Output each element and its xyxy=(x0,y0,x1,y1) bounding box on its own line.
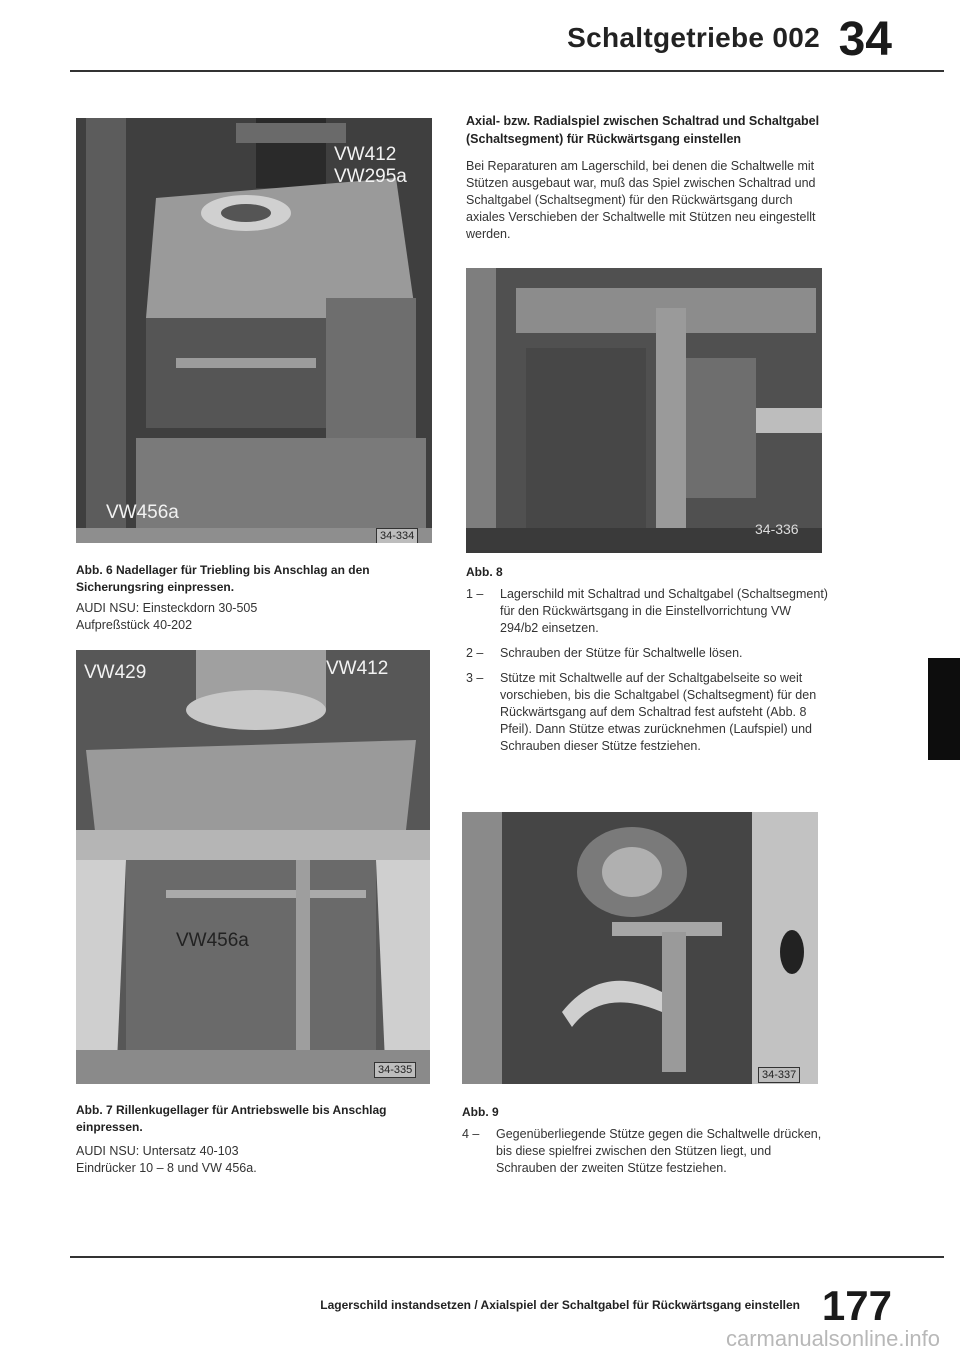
footer-text: Lagerschild instandsetzen / Axialspiel der Schaltgabel für Rückwärtsgang einstellen xyxy=(320,1298,800,1312)
page-title: Schaltgetriebe 002 xyxy=(567,22,820,53)
step-3-number: 3 – xyxy=(466,671,484,685)
figure-7-tool-2: Eindrücker 10 – 8 und VW 456a. xyxy=(76,1161,257,1175)
figure-7-label-2: VW412 xyxy=(326,658,389,679)
figure-6-code: 34-334 xyxy=(376,528,418,543)
step-1-number: 1 – xyxy=(466,587,484,601)
figure-7-photo xyxy=(76,650,430,1084)
page-number: 177 xyxy=(821,1282,892,1329)
figure-6-tool-2: Aufpreßstück 40-202 xyxy=(76,618,193,632)
figure-8-caption: Abb. 8 xyxy=(466,565,503,579)
step-4 xyxy=(462,1126,828,1177)
step-4-number: 4 – xyxy=(462,1127,480,1141)
figure-7-caption: Abb. 7 Rillenkugellager für Antriebswelle bis Anschlag einpressen. xyxy=(76,1103,387,1134)
figure-7-code: 34-335 xyxy=(374,1062,416,1078)
figure-8-code: 34-336 xyxy=(755,521,799,537)
steps-list-a xyxy=(466,586,828,763)
section-tab-marker xyxy=(928,658,960,760)
figure-6-photo xyxy=(76,118,432,543)
figure-8-photo xyxy=(466,268,822,553)
step-3-text: Stütze mit Schaltwelle auf der Schaltgabelseite so weit vorschieben, bis die Schaltgabel (Schaltsegment) für den Rückwärtsgang auf dem Schaltrad fest aufsteht (Abb. 8 Pfeil). Dann Stütze etwas zurücknehmen (Laufspiel) und Schrauben dieser Stütze festziehen. xyxy=(500,671,817,753)
figure-6-tool-1: AUDI NSU: Einsteckdorn 30-505 xyxy=(76,601,258,615)
figure-6-caption: Abb. 6 Nadellager für Triebling bis Anschlag an den Sicherungsring einpressen. xyxy=(76,563,370,594)
step-1 xyxy=(466,586,828,637)
figure-9-code: 34-337 xyxy=(758,1067,800,1083)
step-1-text: Lagerschild mit Schaltrad und Schaltgabel (Schaltsegment) für den Rückwärtsgang in die Einstellvorrichtung VW 294/b2 einsetzen. xyxy=(500,587,828,635)
figure-9-caption: Abb. 9 xyxy=(462,1105,499,1119)
figure-7-label-3: VW456a xyxy=(176,930,249,951)
watermark: carmanualsonline.info xyxy=(725,1326,940,1351)
figure-7-label-1: VW429 xyxy=(84,662,147,683)
figure-6-label-3: VW456a xyxy=(106,502,179,523)
step-2-text: Schrauben der Stütze für Schaltwelle lösen. xyxy=(500,646,743,660)
step-4-text: Gegenüberliegende Stütze gegen die Schaltwelle drücken, bis diese spielfrei zwischen den Stützen liegt, und Schrauben der zweiten Stütze festziehen. xyxy=(496,1127,822,1175)
figure-7-tool-1: AUDI NSU: Untersatz 40-103 xyxy=(76,1144,239,1158)
figure-6-label-2: VW295a xyxy=(334,166,407,187)
figure-6-label-1: VW412 xyxy=(334,144,397,165)
step-2-number: 2 – xyxy=(466,646,484,660)
figure-9-photo xyxy=(462,812,818,1084)
step-2 xyxy=(466,645,828,662)
header-rule xyxy=(70,70,944,72)
steps-list-b xyxy=(462,1126,828,1185)
section-number: 34 xyxy=(838,13,892,66)
section-heading: Axial- bzw. Radialspiel zwischen Schaltrad und Schaltgabel (Schaltsegment) für Rückwärtsgang einstellen xyxy=(466,114,820,146)
step-3 xyxy=(466,670,828,755)
footer-rule xyxy=(70,1256,944,1258)
section-intro: Bei Reparaturen am Lagerschild, bei denen die Schaltwelle mit Stützen ausgebaut war, muß das Spiel zwischen Schaltrad und Schaltgabel (Schaltsegment) für den Rückwärtsgang durch axiales Verschieben der Schaltwelle mit Stützen neu eingestellt werden. xyxy=(466,159,816,241)
